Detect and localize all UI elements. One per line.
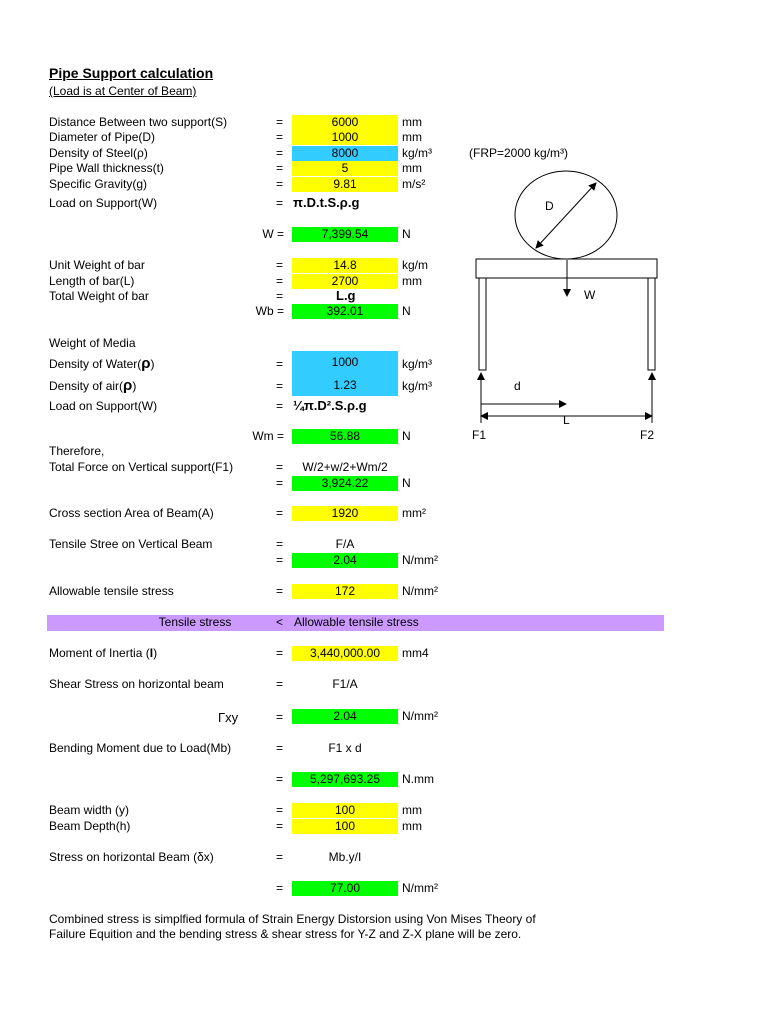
label-txy: Γxy (218, 710, 239, 725)
equals-sign: = (276, 741, 284, 755)
label-density-air-text: Density of air( (49, 379, 124, 393)
value-txy[interactable]: 2.04 (292, 709, 398, 724)
unit-n-mm2: N/mm² (402, 881, 438, 895)
comparison-right: Allowable tensile stress (294, 615, 419, 629)
unit-mm: mm (402, 115, 422, 129)
d-label: d (514, 379, 521, 393)
unit-n-mm2: N/mm² (402, 709, 438, 723)
equals-sign: = (276, 819, 284, 833)
unit-kg-m3: kg/m³ (402, 379, 432, 393)
value-density-steel[interactable]: 8000 (292, 146, 398, 161)
equals-sign: = (276, 289, 284, 303)
label-density-air (49, 378, 136, 394)
comparison-operator: < (276, 615, 284, 629)
value-allowable-tensile[interactable]: 172 (292, 584, 398, 599)
equals-sign: = (276, 399, 284, 413)
unit-kg-m3: kg/m³ (402, 357, 432, 371)
page-title: Pipe Support calculation (49, 65, 214, 81)
unit-mm4: mm4 (402, 646, 429, 660)
footer-line-1: Combined stress is simplfied formula of Strain Energy Distorsion using Von Mises Theory of (49, 912, 536, 926)
unit-m-s2: m/s² (402, 177, 426, 191)
value-beam-depth[interactable]: 100 (292, 819, 398, 834)
label-close-paren: ) (153, 646, 158, 660)
formula-total-weight: L.g (336, 288, 356, 303)
equals-sign: = (276, 161, 284, 175)
f1-label: F1 (472, 428, 487, 442)
value-wm[interactable]: 56.88 (292, 429, 398, 444)
unit-mm: mm (402, 130, 422, 144)
load-label: W (584, 288, 596, 302)
footer-line-2: Failure Equition and the bending stress & shear stress for Y-Z and Z-X plane will be zero. (49, 927, 522, 941)
equals-sign: = (276, 196, 284, 210)
label-beam-width: Beam width (y) (49, 803, 130, 817)
label-w: W = (262, 227, 284, 241)
equals-sign: = (276, 379, 284, 393)
value-moment-of-inertia[interactable]: 3,440,000.00 (292, 646, 398, 661)
value-density-water[interactable]: 1000 (292, 351, 398, 374)
label-total-weight: Total Weight of bar (49, 289, 149, 303)
value-density-air[interactable]: 1.23 (292, 374, 398, 396)
label-distance-supports: Distance Between two support(S) (49, 115, 228, 129)
unit-mm: mm (402, 161, 422, 175)
equals-sign: = (276, 881, 284, 895)
label-wb: Wb = (255, 304, 284, 318)
formula-load: π.D.t.S.ρ.g (293, 195, 360, 210)
label-close-paren: ) (150, 357, 155, 371)
equals-sign: = (276, 274, 284, 288)
value-w[interactable]: 7,399.54 (292, 227, 398, 242)
equals-sign: = (276, 677, 284, 691)
label-weight-of-media: Weight of Media (49, 336, 136, 350)
unit-n: N (402, 476, 411, 490)
equals-sign: = (276, 357, 284, 371)
equals-sign: = (276, 258, 284, 272)
value-cross-section-area[interactable]: 1920 (292, 506, 398, 521)
equals-sign: = (276, 646, 284, 660)
equals-sign: = (276, 584, 284, 598)
page-subtitle: (Load is at Center of Beam) (49, 84, 197, 98)
equals-sign: = (276, 177, 284, 191)
equals-sign: = (276, 710, 284, 724)
value-length-bar[interactable]: 2700 (292, 274, 398, 289)
label-therefore: Therefore, (49, 444, 105, 458)
label-tensile-stress-vertical: Tensile Stree on Vertical Beam (49, 537, 213, 551)
formula-stress-horizontal: Mb.y/I (328, 850, 362, 864)
label-total-force: Total Force on Vertical support(F1) (49, 460, 234, 474)
unit-n-mm2: N/mm² (402, 584, 438, 598)
value-tensile-stress[interactable]: 2.04 (292, 553, 398, 568)
label-stress-horizontal: Stress on horizontal Beam (δx) (49, 850, 214, 864)
comparison-left: Tensile stress (158, 615, 232, 629)
unit-kg-m: kg/m (402, 258, 429, 272)
label-shear-stress: Shear Stress on horizontal beam (49, 677, 224, 691)
pipe-support-diagram (460, 165, 670, 450)
value-beam-width[interactable]: 100 (292, 803, 398, 818)
formula-load-media: ¼π.D².S.ρ.g (293, 398, 367, 413)
formula-total-force: W/2+w/2+Wm/2 (302, 460, 388, 474)
right-leg (648, 278, 655, 370)
value-distance-supports[interactable]: 6000 (292, 115, 398, 130)
label-wall-thickness: Pipe Wall thickness(t) (49, 161, 164, 175)
equals-sign: = (276, 553, 284, 567)
rho-symbol: ρ (141, 355, 151, 372)
equals-sign: = (276, 506, 284, 520)
unit-kg-m3: kg/m³ (402, 146, 432, 160)
label-length-bar: Length of bar(L) (49, 274, 135, 288)
equals-sign: = (276, 772, 284, 786)
value-bending-moment[interactable]: 5,297,693.25 (292, 772, 398, 787)
inertia-symbol: I (149, 646, 154, 660)
f2-label: F2 (640, 428, 655, 442)
equals-sign: = (276, 803, 284, 817)
value-specific-gravity[interactable]: 9.81 (292, 177, 398, 192)
value-stress-horizontal[interactable]: 77.00 (292, 881, 398, 896)
label-allowable-tensile: Allowable tensile stress (49, 584, 174, 598)
l-label: L (563, 413, 570, 427)
diameter-label: D (545, 199, 554, 213)
frp-note: (FRP=2000 kg/m³) (469, 146, 569, 160)
label-load-on-support-media: Load on Support(W) (49, 399, 158, 413)
label-moment-text: Moment of Inertia ( (49, 646, 150, 660)
formula-shear-stress: F1/A (332, 677, 358, 691)
formula-tensile-stress: F/A (335, 537, 355, 551)
value-wb[interactable]: 392.01 (292, 304, 398, 319)
value-wall-thickness[interactable]: 5 (292, 161, 398, 176)
unit-mm2: mm² (402, 506, 426, 520)
label-density-steel: Density of Steel(ρ) (49, 146, 148, 160)
label-diameter-pipe: Diameter of Pipe(D) (49, 130, 156, 144)
unit-n-mm2: N/mm² (402, 553, 438, 567)
label-unit-weight: Unit Weight of bar (49, 258, 145, 272)
value-unit-weight[interactable]: 14.8 (292, 258, 398, 273)
label-close-paren: ) (132, 379, 137, 393)
unit-n: N (402, 429, 411, 443)
value-total-force[interactable]: 3,924.22 (292, 476, 398, 491)
value-diameter-pipe[interactable]: 1000 (292, 130, 398, 145)
label-specific-gravity: Specific Gravity(g) (49, 177, 148, 191)
equals-sign: = (276, 850, 284, 864)
label-bending-moment: Bending Moment due to Load(Mb) (49, 741, 232, 755)
rho-symbol: ρ (123, 377, 133, 394)
unit-n: N (402, 304, 411, 318)
unit-n: N (402, 227, 411, 241)
equals-sign: = (276, 476, 284, 490)
equals-sign: = (276, 460, 284, 474)
unit-n-mm: N.mm (402, 772, 434, 786)
left-leg (479, 278, 486, 370)
unit-mm: mm (402, 819, 422, 833)
label-density-water-text: Density of Water( (49, 357, 142, 371)
formula-bending-moment: F1 x d (328, 741, 362, 755)
label-load-on-support: Load on Support(W) (49, 196, 158, 210)
equals-sign: = (276, 537, 284, 551)
label-density-water (49, 356, 155, 372)
equals-sign: = (276, 146, 284, 160)
unit-mm: mm (402, 274, 422, 288)
label-wm: Wm = (252, 429, 284, 443)
equals-sign: = (276, 130, 284, 144)
equals-sign: = (276, 115, 284, 129)
label-beam-depth: Beam Depth(h) (49, 819, 131, 833)
label-cross-section-area: Cross section Area of Beam(A) (49, 506, 214, 520)
unit-mm: mm (402, 803, 422, 817)
label-moment-of-inertia (49, 646, 157, 661)
